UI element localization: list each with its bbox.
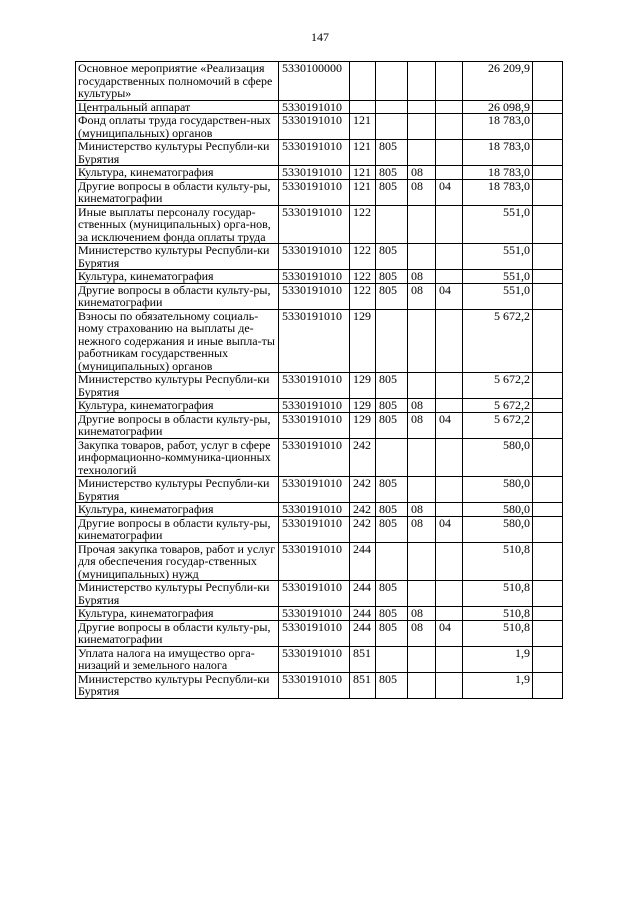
row-name-cell: Культура, кинематография (76, 166, 279, 180)
empty-cell (533, 477, 563, 503)
subsection-cell (436, 140, 463, 166)
amount-cell: 5 672,2 (463, 412, 533, 438)
section-cell (408, 438, 436, 477)
amount-cell: 510,8 (463, 581, 533, 607)
amount-cell: 5 672,2 (463, 399, 533, 413)
row-name-cell: Министерство культуры Республи-ки Бурятия (76, 373, 279, 399)
section-cell: 08 (408, 179, 436, 205)
section-cell: 08 (408, 620, 436, 646)
empty-cell (533, 516, 563, 542)
table-row (76, 244, 563, 270)
expense-type-cell: 244 (350, 542, 376, 581)
ministry-code-cell: 805 (376, 412, 408, 438)
subsection-cell (436, 399, 463, 413)
table-row (76, 438, 563, 477)
expense-type-cell: 121 (350, 166, 376, 180)
subsection-cell (436, 542, 463, 581)
ministry-code-cell: 805 (376, 672, 408, 698)
amount-cell: 18 783,0 (463, 179, 533, 205)
empty-cell (533, 309, 563, 373)
empty-cell (533, 283, 563, 309)
expense-type-cell: 129 (350, 373, 376, 399)
ministry-code-cell (376, 438, 408, 477)
ministry-code-cell: 805 (376, 373, 408, 399)
target-article-cell: 5330191010 (279, 309, 350, 373)
amount-cell: 580,0 (463, 477, 533, 503)
expense-type-cell: 244 (350, 607, 376, 621)
section-cell (408, 114, 436, 140)
empty-cell (533, 62, 563, 101)
target-article-cell: 5330191010 (279, 179, 350, 205)
subsection-cell (436, 166, 463, 180)
subsection-cell (436, 373, 463, 399)
amount-cell: 551,0 (463, 283, 533, 309)
empty-cell (533, 140, 563, 166)
ministry-code-cell: 805 (376, 283, 408, 309)
section-cell (408, 140, 436, 166)
ministry-code-cell: 805 (376, 270, 408, 284)
expense-type-cell: 121 (350, 114, 376, 140)
table-row (76, 140, 563, 166)
empty-cell (533, 581, 563, 607)
target-article-cell: 5330191010 (279, 438, 350, 477)
expense-type-cell: 129 (350, 309, 376, 373)
expense-type-cell: 242 (350, 477, 376, 503)
table-row (76, 672, 563, 698)
subsection-cell (436, 244, 463, 270)
row-name-cell: Другие вопросы в области культу-ры, кинематографии (76, 620, 279, 646)
row-name-cell: Культура, кинематография (76, 399, 279, 413)
empty-cell (533, 270, 563, 284)
subsection-cell (436, 270, 463, 284)
row-name-cell: Культура, кинематография (76, 607, 279, 621)
amount-cell: 5 672,2 (463, 309, 533, 373)
expense-type-cell: 121 (350, 140, 376, 166)
amount-cell: 580,0 (463, 503, 533, 517)
expense-type-cell: 122 (350, 283, 376, 309)
subsection-cell (436, 672, 463, 698)
ministry-code-cell: 805 (376, 516, 408, 542)
empty-cell (533, 166, 563, 180)
empty-cell (533, 100, 563, 114)
section-cell (408, 244, 436, 270)
table-row (76, 503, 563, 517)
subsection-cell (436, 309, 463, 373)
ministry-code-cell: 805 (376, 607, 408, 621)
subsection-cell (436, 477, 463, 503)
ministry-code-cell: 805 (376, 179, 408, 205)
ministry-code-cell (376, 205, 408, 244)
target-article-cell: 5330191010 (279, 503, 350, 517)
section-cell (408, 646, 436, 672)
target-article-cell: 5330191010 (279, 244, 350, 270)
amount-cell: 1,9 (463, 672, 533, 698)
subsection-cell: 04 (436, 620, 463, 646)
table-row (76, 205, 563, 244)
table-row (76, 166, 563, 180)
table-row (76, 283, 563, 309)
row-name-cell: Закупка товаров, работ, услуг в сфере информационно-коммуника-ционных технологий (76, 438, 279, 477)
target-article-cell: 5330191010 (279, 646, 350, 672)
table-row (76, 477, 563, 503)
target-article-cell: 5330191010 (279, 114, 350, 140)
table-row (76, 516, 563, 542)
expense-type-cell (350, 100, 376, 114)
section-cell: 08 (408, 283, 436, 309)
empty-cell (533, 205, 563, 244)
ministry-code-cell (376, 114, 408, 140)
section-cell: 08 (408, 516, 436, 542)
expense-type-cell: 122 (350, 270, 376, 284)
section-cell: 08 (408, 270, 436, 284)
target-article-cell: 5330191010 (279, 581, 350, 607)
row-name-cell: Министерство культуры Республи-ки Бурятия (76, 244, 279, 270)
expense-type-cell (350, 62, 376, 101)
amount-cell: 510,8 (463, 542, 533, 581)
budget-table (75, 61, 563, 699)
row-name-cell: Министерство культуры Республи-ки Бурятия (76, 477, 279, 503)
section-cell: 08 (408, 607, 436, 621)
ministry-code-cell (376, 309, 408, 373)
table-row (76, 309, 563, 373)
expense-type-cell: 121 (350, 179, 376, 205)
empty-cell (533, 503, 563, 517)
subsection-cell (436, 438, 463, 477)
expense-type-cell: 244 (350, 620, 376, 646)
page-number: 147 (311, 30, 329, 44)
target-article-cell: 5330191010 (279, 166, 350, 180)
section-cell (408, 373, 436, 399)
subsection-cell: 04 (436, 283, 463, 309)
table-row (76, 542, 563, 581)
row-name-cell: Иные выплаты персоналу государ-ственных (муниципальных) орга-нов, за исключением фонда оплаты труда (76, 205, 279, 244)
target-article-cell: 5330191010 (279, 373, 350, 399)
target-article-cell: 5330191010 (279, 270, 350, 284)
empty-cell (533, 114, 563, 140)
row-name-cell: Культура, кинематография (76, 503, 279, 517)
expense-type-cell: 129 (350, 399, 376, 413)
table-row (76, 607, 563, 621)
empty-cell (533, 412, 563, 438)
empty-cell (533, 373, 563, 399)
table-row (76, 646, 563, 672)
row-name-cell: Основное мероприятие «Реализация государственных полномочий в сфере культуры» (76, 62, 279, 101)
row-name-cell: Другие вопросы в области культу-ры, кинематографии (76, 516, 279, 542)
amount-cell: 18 783,0 (463, 140, 533, 166)
amount-cell: 18 783,0 (463, 114, 533, 140)
subsection-cell: 04 (436, 516, 463, 542)
expense-type-cell: 244 (350, 581, 376, 607)
amount-cell: 510,8 (463, 620, 533, 646)
row-name-cell: Центральный аппарат (76, 100, 279, 114)
section-cell: 08 (408, 412, 436, 438)
target-article-cell: 5330191010 (279, 542, 350, 581)
table-row (76, 270, 563, 284)
subsection-cell (436, 581, 463, 607)
target-article-cell: 5330191010 (279, 205, 350, 244)
expense-type-cell: 851 (350, 646, 376, 672)
ministry-code-cell (376, 646, 408, 672)
ministry-code-cell: 805 (376, 399, 408, 413)
ministry-code-cell: 805 (376, 581, 408, 607)
ministry-code-cell: 805 (376, 166, 408, 180)
subsection-cell (436, 114, 463, 140)
ministry-code-cell: 805 (376, 244, 408, 270)
row-name-cell: Министерство культуры Республи-ки Бурятия (76, 672, 279, 698)
expense-type-cell: 122 (350, 244, 376, 270)
amount-cell: 26 098,9 (463, 100, 533, 114)
target-article-cell: 5330191010 (279, 516, 350, 542)
section-cell (408, 309, 436, 373)
target-article-cell: 5330191010 (279, 620, 350, 646)
subsection-cell (436, 100, 463, 114)
target-article-cell: 5330191010 (279, 672, 350, 698)
expense-type-cell: 242 (350, 516, 376, 542)
row-name-cell: Фонд оплаты труда государствен-ных (муниципальных) органов (76, 114, 279, 140)
section-cell (408, 205, 436, 244)
empty-cell (533, 672, 563, 698)
ministry-code-cell: 805 (376, 140, 408, 166)
amount-cell: 26 209,9 (463, 62, 533, 101)
table-row (76, 620, 563, 646)
section-cell (408, 581, 436, 607)
section-cell: 08 (408, 503, 436, 517)
row-name-cell: Культура, кинематография (76, 270, 279, 284)
ministry-code-cell (376, 62, 408, 101)
subsection-cell: 04 (436, 179, 463, 205)
ministry-code-cell: 805 (376, 477, 408, 503)
table-row (76, 412, 563, 438)
section-cell (408, 542, 436, 581)
ministry-code-cell: 805 (376, 503, 408, 517)
subsection-cell (436, 607, 463, 621)
empty-cell (533, 620, 563, 646)
table-row (76, 100, 563, 114)
table-row (76, 114, 563, 140)
expense-type-cell: 851 (350, 672, 376, 698)
section-cell (408, 672, 436, 698)
table-row (76, 62, 563, 101)
table-row (76, 581, 563, 607)
section-cell (408, 477, 436, 503)
amount-cell: 580,0 (463, 516, 533, 542)
subsection-cell (436, 205, 463, 244)
empty-cell (533, 244, 563, 270)
section-cell: 08 (408, 166, 436, 180)
empty-cell (533, 179, 563, 205)
empty-cell (533, 399, 563, 413)
expense-type-cell: 122 (350, 205, 376, 244)
table-body (76, 62, 563, 699)
target-article-cell: 5330191010 (279, 399, 350, 413)
subsection-cell (436, 646, 463, 672)
amount-cell: 5 672,2 (463, 373, 533, 399)
expense-type-cell: 242 (350, 438, 376, 477)
amount-cell: 1,9 (463, 646, 533, 672)
empty-cell (533, 646, 563, 672)
table-row (76, 373, 563, 399)
section-cell: 08 (408, 399, 436, 413)
amount-cell: 580,0 (463, 438, 533, 477)
target-article-cell: 5330100000 (279, 62, 350, 101)
empty-cell (533, 607, 563, 621)
row-name-cell: Взносы по обязательному социаль-ному страхованию на выплаты де-нежного содержания и иные выпла-ты работникам государственных (муниципальных) органов (76, 309, 279, 373)
target-article-cell: 5330191010 (279, 100, 350, 114)
empty-cell (533, 438, 563, 477)
expense-type-cell: 129 (350, 412, 376, 438)
target-article-cell: 5330191010 (279, 607, 350, 621)
amount-cell: 551,0 (463, 244, 533, 270)
row-name-cell: Другие вопросы в области культу-ры, кинематографии (76, 179, 279, 205)
amount-cell: 551,0 (463, 205, 533, 244)
target-article-cell: 5330191010 (279, 140, 350, 166)
row-name-cell: Уплата налога на имущество орга-низаций и земельного налога (76, 646, 279, 672)
amount-cell: 510,8 (463, 607, 533, 621)
amount-cell: 18 783,0 (463, 166, 533, 180)
ministry-code-cell: 805 (376, 620, 408, 646)
target-article-cell: 5330191010 (279, 283, 350, 309)
empty-cell (533, 542, 563, 581)
subsection-cell: 04 (436, 412, 463, 438)
ministry-code-cell (376, 100, 408, 114)
target-article-cell: 5330191010 (279, 477, 350, 503)
table-row (76, 179, 563, 205)
row-name-cell: Другие вопросы в области культу-ры, кинематографии (76, 283, 279, 309)
expense-type-cell: 242 (350, 503, 376, 517)
row-name-cell: Прочая закупка товаров, работ и услуг для обеспечения государ-ственных (муниципальных) нужд (76, 542, 279, 581)
target-article-cell: 5330191010 (279, 412, 350, 438)
row-name-cell: Другие вопросы в области культу-ры, кинематографии (76, 412, 279, 438)
section-cell (408, 100, 436, 114)
subsection-cell (436, 62, 463, 101)
subsection-cell (436, 503, 463, 517)
table-row (76, 399, 563, 413)
amount-cell: 551,0 (463, 270, 533, 284)
ministry-code-cell (376, 542, 408, 581)
row-name-cell: Министерство культуры Республи-ки Бурятия (76, 140, 279, 166)
row-name-cell: Министерство культуры Республи-ки Бурятия (76, 581, 279, 607)
section-cell (408, 62, 436, 101)
